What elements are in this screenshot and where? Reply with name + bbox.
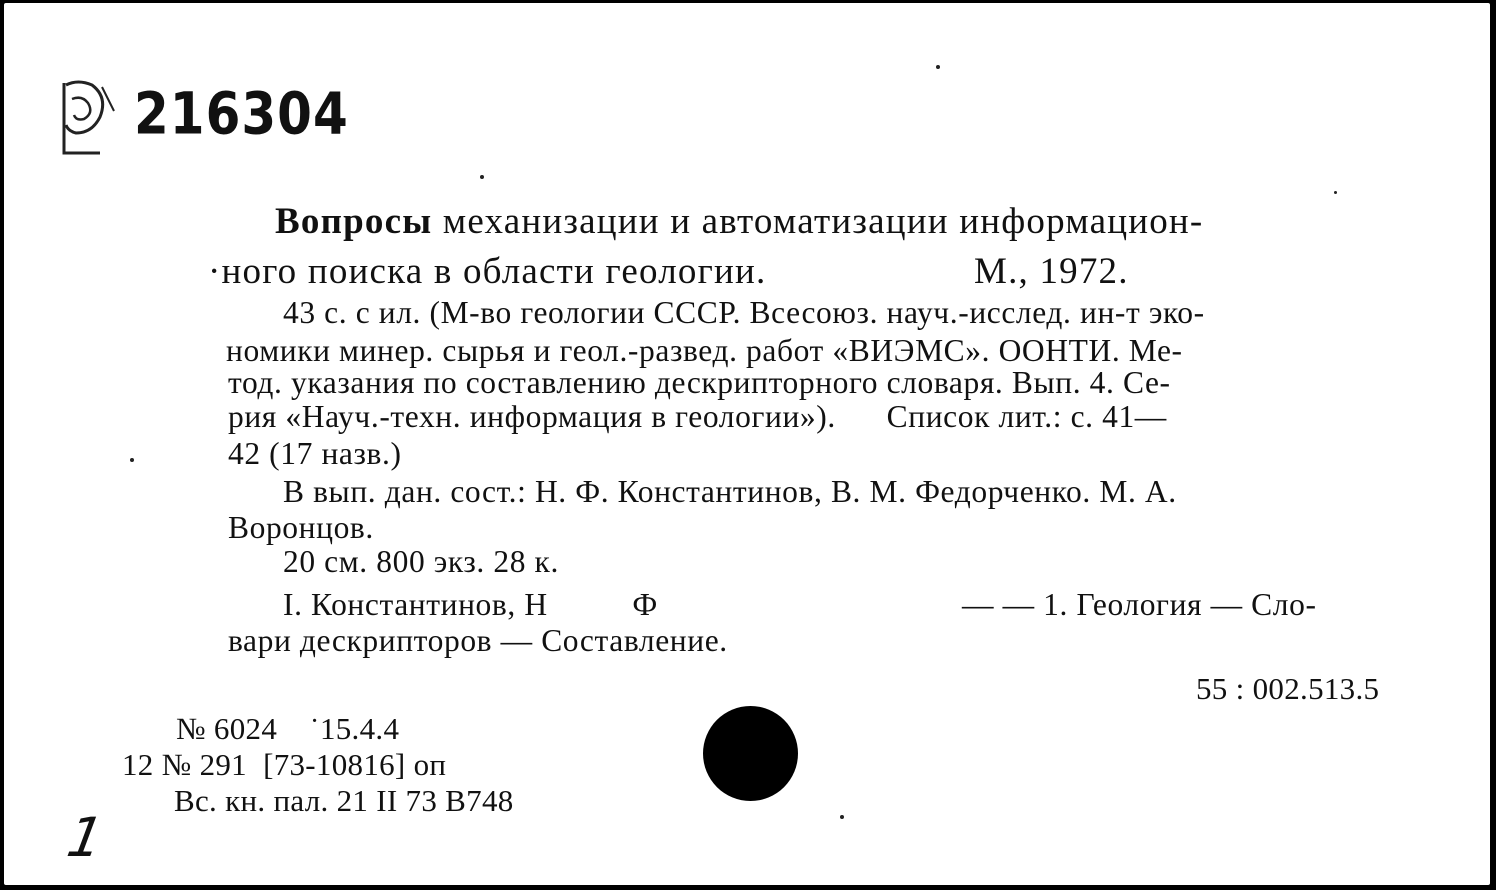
title-line-2: ·ного поиска в области геологии. — [208, 251, 767, 292]
compilers-line-2: Воронцов. — [228, 510, 374, 545]
speck — [1334, 191, 1337, 194]
description-line: рия «Науч.-техн. информация в геологии»). Список лит.: с. 41— — [228, 399, 1167, 434]
tracing-right: — — 1. Геология — Сло- — [962, 587, 1317, 622]
speck — [130, 458, 134, 462]
tracing-left: I. Константинов, Н Ф — [283, 587, 658, 622]
registration-line-2: 12 № 291 [73-10816] оп — [122, 747, 447, 782]
handwritten-digit: 1 — [62, 806, 109, 869]
registration-line-1: № 6024 ˙15.4.4 — [176, 711, 400, 746]
speck — [840, 815, 844, 819]
punch-hole-icon — [703, 706, 798, 801]
title-rest: механизации и автоматизации информацион- — [432, 201, 1204, 242]
imprint: М., 1972. — [974, 251, 1129, 292]
title-lead: Вопросы — [275, 201, 433, 242]
udc-code: 55 : 002.513.5 — [1196, 671, 1380, 706]
library-stamp-icon — [58, 77, 118, 157]
tracing-line-2: вари дескрипторов — Составление. — [228, 623, 728, 658]
catalog-number: 216304 — [134, 80, 349, 148]
description-line: номики минер. сырья и геол.-развед. работ «ВИЭМС». ООНТИ. Ме- — [226, 333, 1183, 368]
description-line: тод. указания по составлению дескрипторного словаря. Вып. 4. Се- — [228, 365, 1171, 400]
catalog-card — [4, 3, 1490, 885]
title-line-1 — [275, 203, 1203, 240]
handwritten-number — [62, 806, 109, 869]
compilers-line-1: В вып. дан. сост.: Н. Ф. Константинов, В. М. Федорченко. М. А. — [283, 474, 1177, 509]
speck — [936, 65, 940, 69]
physical-description: 20 см. 800 экз. 28 к. — [283, 544, 559, 579]
description-line: 43 с. с ил. (М-во геологии СССР. Всесоюз. науч.-исслед. ин-т эко- — [283, 295, 1205, 330]
registration-line-3: Вс. кн. пал. 21 II 73 В748 — [174, 783, 514, 818]
description-line: 42 (17 назв.) — [228, 436, 402, 471]
speck — [480, 175, 484, 179]
